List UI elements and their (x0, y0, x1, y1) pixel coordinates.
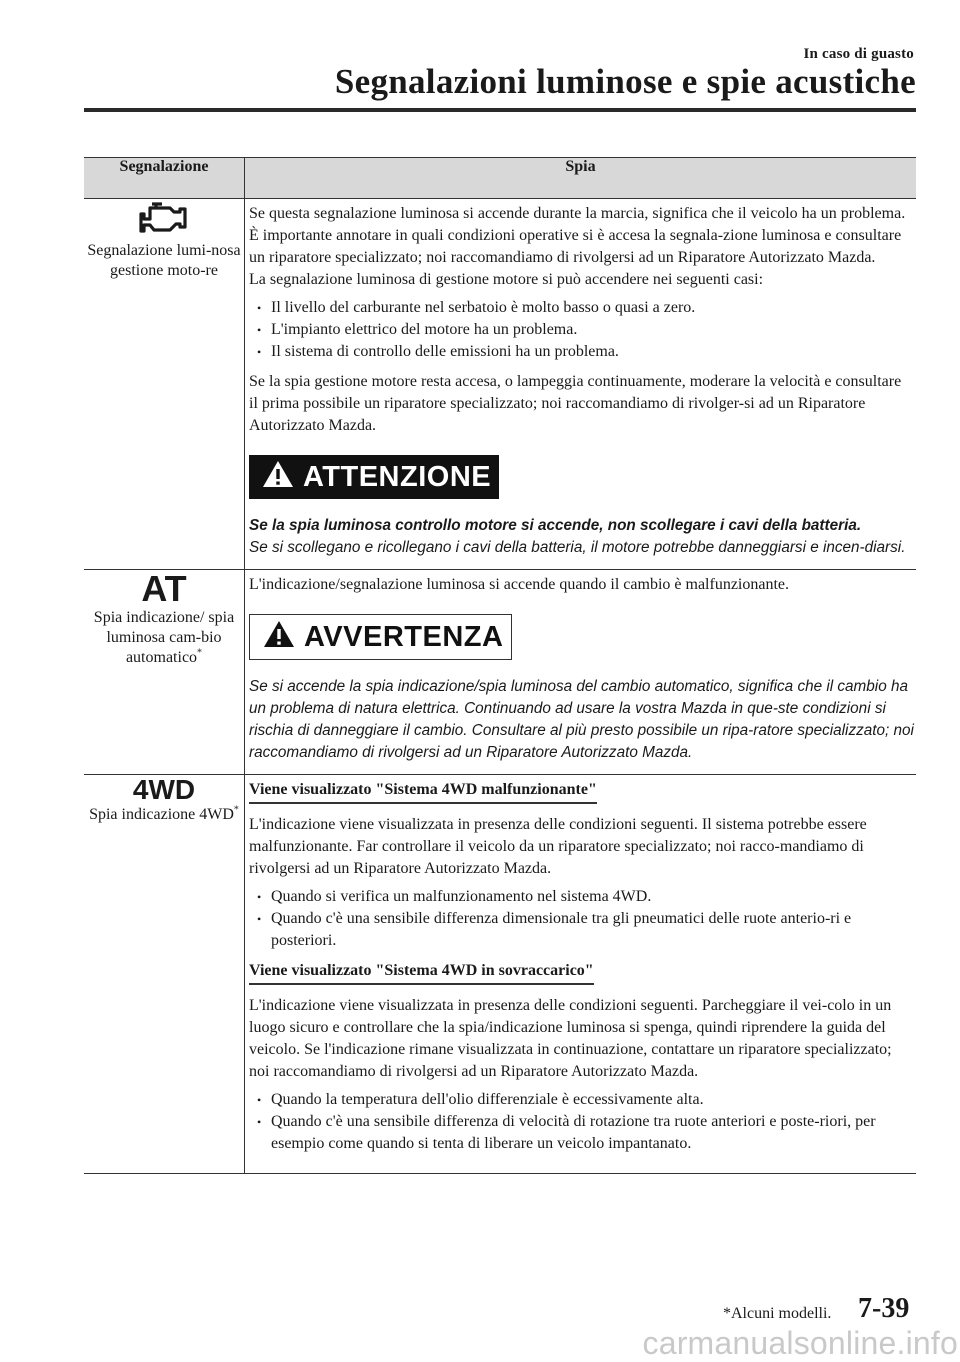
list-item: • L'impianto elettrico del motore ha un problema. (249, 319, 914, 341)
model-asterisk: * (233, 804, 239, 816)
caution-box (249, 455, 499, 499)
watermark: carmanualsonline.info (642, 1325, 958, 1361)
signal-cell (84, 775, 245, 1174)
table-row-engine (84, 199, 916, 570)
warning-lights-table (84, 157, 916, 1174)
caution-heading: Se la spia luminosa controllo motore si accende, non scollegare i cavi della batteria. (249, 517, 862, 534)
column-header-signal: Segnalazione (84, 158, 245, 199)
signal-cell (84, 570, 245, 775)
engine-check-icon (136, 199, 192, 235)
section-title: In caso di guasto (803, 46, 914, 62)
list-item: • Il livello del carburante nel serbatoio è molto basso o quasi a zero. (249, 297, 914, 319)
4wd-icon: 4WD (132, 774, 196, 805)
warning-text: Se si accende la spia indicazione/spia luminosa del cambio automatico, significa che il cambio ha un problema di natura elettrica. Continuando ad usare la vostra Mazda in que-ste condizioni si rischia di danneggiare il cambio. Consultare al più presto possibile un ripa-ratore specializzato; noi raccomandiamo di rivolgersi ad un Riparatore Autorizzato Mazda. (249, 678, 914, 761)
signal-label: Segnalazione lumi-nosa gestione moto-re (87, 242, 241, 279)
caution-text: Se si scollegano e ricollegano i cavi della batteria, il motore potrebbe danneggiarsi e incen-diarsi. (249, 539, 906, 556)
subheading: Viene visualizzato "Sistema 4WD malfunzionante" (249, 779, 597, 804)
table-row-4wd (84, 775, 916, 1174)
bullet-list (249, 886, 914, 952)
list-item: • Quando c'è una sensibile differenza dimensionale tra gli pneumatici delle ruote anterio-ri e posteriori. (249, 908, 914, 952)
paragraph: L'indicazione viene visualizzata in presenza delle condizioni seguenti. Parcheggiare il vei-colo in un luogo sicuro e controllare che la spia/indicazione luminosa si spenga, quindi riprendere la guida del veicolo. Se l'indicazione rimane visualizzata in continuazione, contattare un riparatore specializzato; noi raccomandiamo di rivolgersi ad un Riparatore Autorizzato Mazda. (249, 997, 892, 1080)
signal-label (86, 805, 242, 825)
warning-label: AVVERTENZA (304, 621, 504, 653)
page-number: 7-39 (858, 1293, 910, 1324)
page-title: Segnalazioni luminose e spie acustiche (334, 62, 916, 101)
list-item: • Quando c'è una sensibile differenza di velocità di rotazione tra ruote anteriori e poste-riori, per esempio come quando si tenta di liberare un veicolo impantanato. (249, 1111, 914, 1155)
model-asterisk: * (197, 647, 203, 659)
paragraph: L'indicazione viene visualizzata in presenza delle condizioni seguenti. Il sistema potrebbe essere malfunzionante. Far controllare il veicolo da un riparatore specializzato; noi racco-mandiamo di rivolgersi ad un Riparatore Autorizzato Mazda. (249, 816, 867, 877)
signal-label-text: Spia indicazione/ spia luminosa cam-bio automatico (93, 609, 235, 666)
light-cell (245, 199, 917, 570)
list-item: • Quando la temperatura dell'olio differenziale è eccessivamente alta. (249, 1089, 914, 1111)
paragraph: La segnalazione luminosa di gestione motore si può accendere nei seguenti casi: (249, 271, 764, 288)
bullet-list (249, 1089, 914, 1155)
list-item: • Il sistema di controllo delle emissioni ha un problema. (249, 341, 914, 363)
list-item: • Quando si verifica un malfunzionamento nel sistema 4WD. (249, 886, 914, 908)
paragraph: Se questa segnalazione luminosa si accende durante la marcia, significa che il veicolo ha un problema. È importante annotare in quali condizioni operative si è accesa la segnala-zione luminosa e consultare un riparatore specializzato; noi raccomandiamo di rivolgersi ad un Riparatore Autorizzato Mazda. (249, 205, 906, 266)
light-cell (245, 570, 917, 775)
caution-label: ATTENZIONE (303, 461, 492, 493)
signal-cell (84, 199, 245, 570)
warning-triangle-icon (262, 619, 296, 656)
footnote: *Alcuni modelli. (723, 1305, 832, 1322)
warning-triangle-icon (261, 459, 295, 496)
paragraph: L'indicazione/segnalazione luminosa si accende quando il cambio è malfunzionante. (249, 576, 790, 593)
paragraph: Se la spia gestione motore resta accesa, o lampeggia continuamente, moderare la velocità e consultare il prima possibile un riparatore specializzato; noi raccomandiamo di rivolger-si ad un Riparatore Autorizzato Mazda. (249, 373, 902, 434)
at-icon: AT (141, 568, 187, 609)
warning-box (249, 614, 512, 660)
table-row-at (84, 570, 916, 775)
signal-label-text: Spia indicazione 4WD (89, 806, 234, 823)
signal-label (86, 608, 242, 668)
light-cell (245, 775, 917, 1174)
header-rule (84, 108, 916, 112)
subheading: Viene visualizzato "Sistema 4WD in sovraccarico" (249, 960, 594, 985)
column-header-light: Spia (245, 158, 917, 199)
bullet-list (249, 297, 914, 363)
